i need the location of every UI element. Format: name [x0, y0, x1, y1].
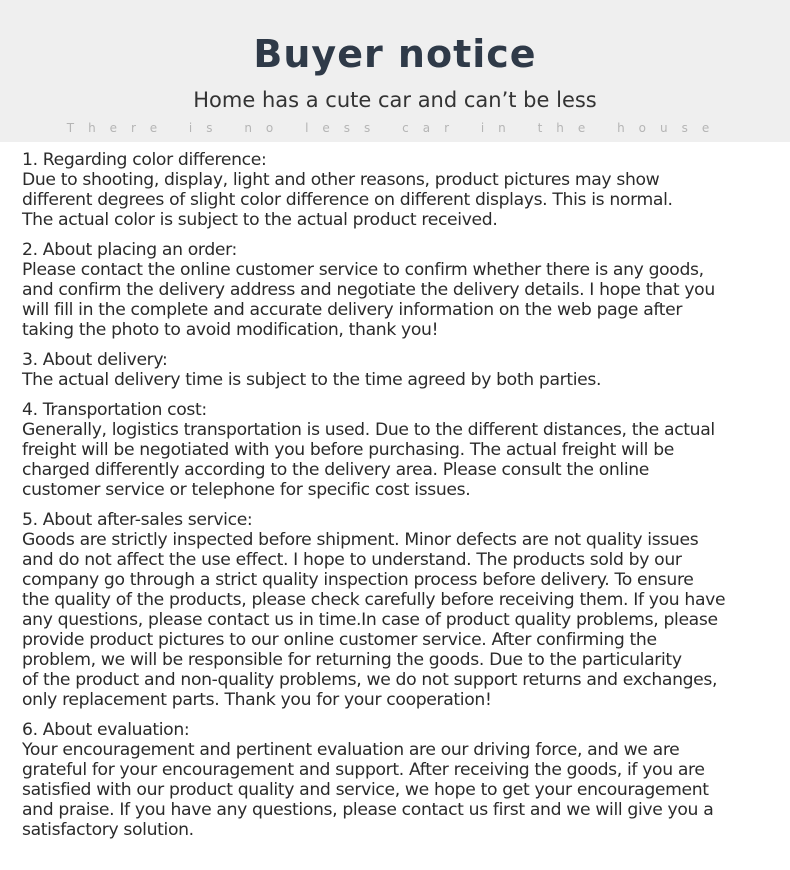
header-banner — [0, 0, 790, 142]
section-text-line: grateful for your encouragement and support. After receiving the goods, if you are — [22, 760, 705, 780]
page-subtitle: Home has a cute car and can’t be less — [193, 88, 597, 112]
page-title: Buyer notice — [253, 32, 537, 76]
section-text-line: any questions, please contact us in time.In case of product quality problems, please — [22, 610, 718, 630]
notice-section — [22, 350, 782, 390]
section-text-line: provide product pictures to our online customer service. After confirming the — [22, 630, 657, 650]
notice-section — [22, 720, 782, 840]
notice-section — [22, 240, 782, 340]
notice-section — [22, 150, 782, 230]
section-text-line: The actual delivery time is subject to the time agreed by both parties. — [22, 370, 602, 390]
notice-section — [22, 400, 782, 500]
section-text-line: Generally, logistics transportation is used. Due to the different distances, the actual — [22, 420, 715, 440]
section-text-line: satisfied with our product quality and service, we hope to get your encouragement — [22, 780, 709, 800]
section-text-line: only replacement parts. Thank you for your cooperation! — [22, 690, 492, 710]
section-text-line: problem, we will be responsible for returning the goods. Due to the particularity — [22, 650, 682, 670]
section-text-line: company go through a strict quality inspection process before delivery. To ensure — [22, 570, 694, 590]
section-text-line: Goods are strictly inspected before shipment. Minor defects are not quality issues — [22, 530, 699, 550]
section-text-line: freight will be negotiated with you before purchasing. The actual freight will be — [22, 440, 674, 460]
section-heading: 6. About evaluation: — [22, 720, 190, 740]
section-text-line: Your encouragement and pertinent evaluation are our driving force, and we are — [22, 740, 680, 760]
section-heading: 1. Regarding color difference: — [22, 150, 267, 170]
page-tagline: There is no less car in the house — [66, 121, 724, 135]
section-text-line: The actual color is subject to the actual product received. — [22, 210, 498, 230]
section-text-line: and confirm the delivery address and negotiate the delivery details. I hope that you — [22, 280, 715, 300]
section-heading: 5. About after-sales service: — [22, 510, 253, 530]
section-text-line: satisfactory solution. — [22, 820, 194, 840]
section-text-line: charged differently according to the delivery area. Please consult the online — [22, 460, 650, 480]
section-text-line: of the product and non-quality problems, we do not support returns and exchanges, — [22, 670, 718, 690]
notice-section — [22, 510, 782, 710]
section-text-line: Due to shooting, display, light and other reasons, product pictures may show — [22, 170, 660, 190]
section-heading: 2. About placing an order: — [22, 240, 237, 260]
section-text-line: Please contact the online customer service to confirm whether there is any goods, — [22, 260, 704, 280]
section-text-line: and praise. If you have any questions, please contact us first and we will give you a — [22, 800, 714, 820]
section-text-line: customer service or telephone for specific cost issues. — [22, 480, 471, 500]
section-text-line: different degrees of slight color difference on different displays. This is normal. — [22, 190, 673, 210]
section-text-line: the quality of the products, please check carefully before receiving them. If you have — [22, 590, 726, 610]
section-text-line: taking the photo to avoid modification, thank you! — [22, 320, 439, 340]
section-heading: 3. About delivery: — [22, 350, 168, 370]
section-text-line: and do not affect the use effect. I hope to understand. The products sold by our — [22, 550, 682, 570]
section-text-line: will fill in the complete and accurate delivery information on the web page after — [22, 300, 683, 320]
section-heading: 4. Transportation cost: — [22, 400, 207, 420]
notice-content — [22, 150, 782, 850]
